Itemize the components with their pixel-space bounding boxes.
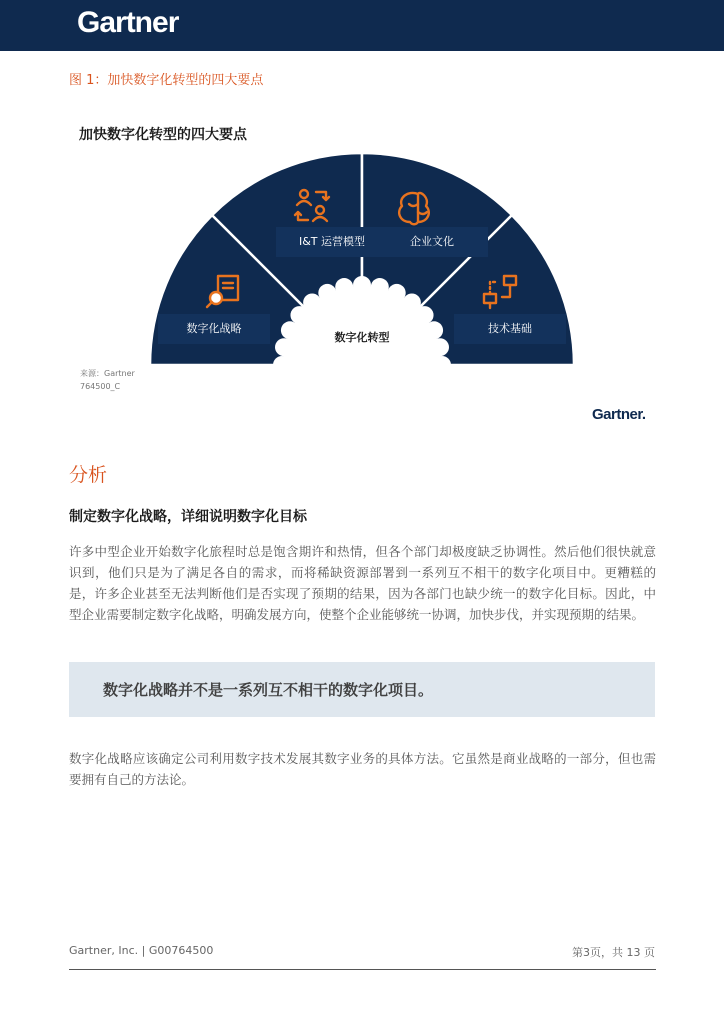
digital-transformation-diagram: [150, 150, 574, 365]
center-label: 数字化转型: [334, 331, 390, 344]
callout-text: 数字化战略并不是一系列互不相干的数字化项目。: [103, 681, 434, 699]
gartner-small-logo: Gartner.: [592, 406, 646, 423]
callout-box: [69, 662, 655, 717]
body-paragraph: 许多中型企业开始数字化旅程时总是饱含期许和热情，但各个部门却极度缺乏协调性。然后他们很快就意识到，他们只是为了满足各自的需求，而将稀缺资源部署到一系列互不相干的数字化项目中。更糟糕的是，许多企业甚至无法判断他们是否实现了预期的结果，因为各部门也缺少统一的数字化目标。因此，中型企业需要制定数字化战略，明确发展方向，使整个企业能够统一协调，加快步伐，并实现预期的结果。: [69, 544, 656, 622]
body-paragraph: 数字化战略应该确定公司利用数字技术发展其数字业务的具体方法。它虽然是商业战略的一部分，但也需要拥有自己的方法论。: [69, 751, 656, 787]
footer-divider: [69, 969, 656, 970]
diagram-title: 加快数字化转型的四大要点: [79, 127, 247, 143]
footer-doc-id: Gartner, Inc. | G00764500: [69, 944, 214, 957]
figure-caption: 图 1：加快数字化转型的四大要点: [69, 73, 264, 88]
section-title: 分析: [69, 464, 108, 486]
segment-label: 数字化战略: [186, 322, 242, 335]
segment-label: 技术基础: [488, 322, 532, 335]
source-code: 764500_C: [80, 382, 121, 391]
subheading: 制定数字化战略，详细说明数字化目标: [69, 509, 307, 525]
page-header: [0, 0, 724, 51]
segment-label: I&T 运营模型: [298, 235, 366, 248]
segment-label: 企业文化: [410, 235, 454, 248]
footer-page-number: 第3页，共 13 页: [572, 946, 655, 959]
gartner-logo: Gartner: [77, 6, 179, 39]
source-line: 来源：Gartner: [80, 369, 135, 378]
figure-source: [80, 367, 135, 393]
